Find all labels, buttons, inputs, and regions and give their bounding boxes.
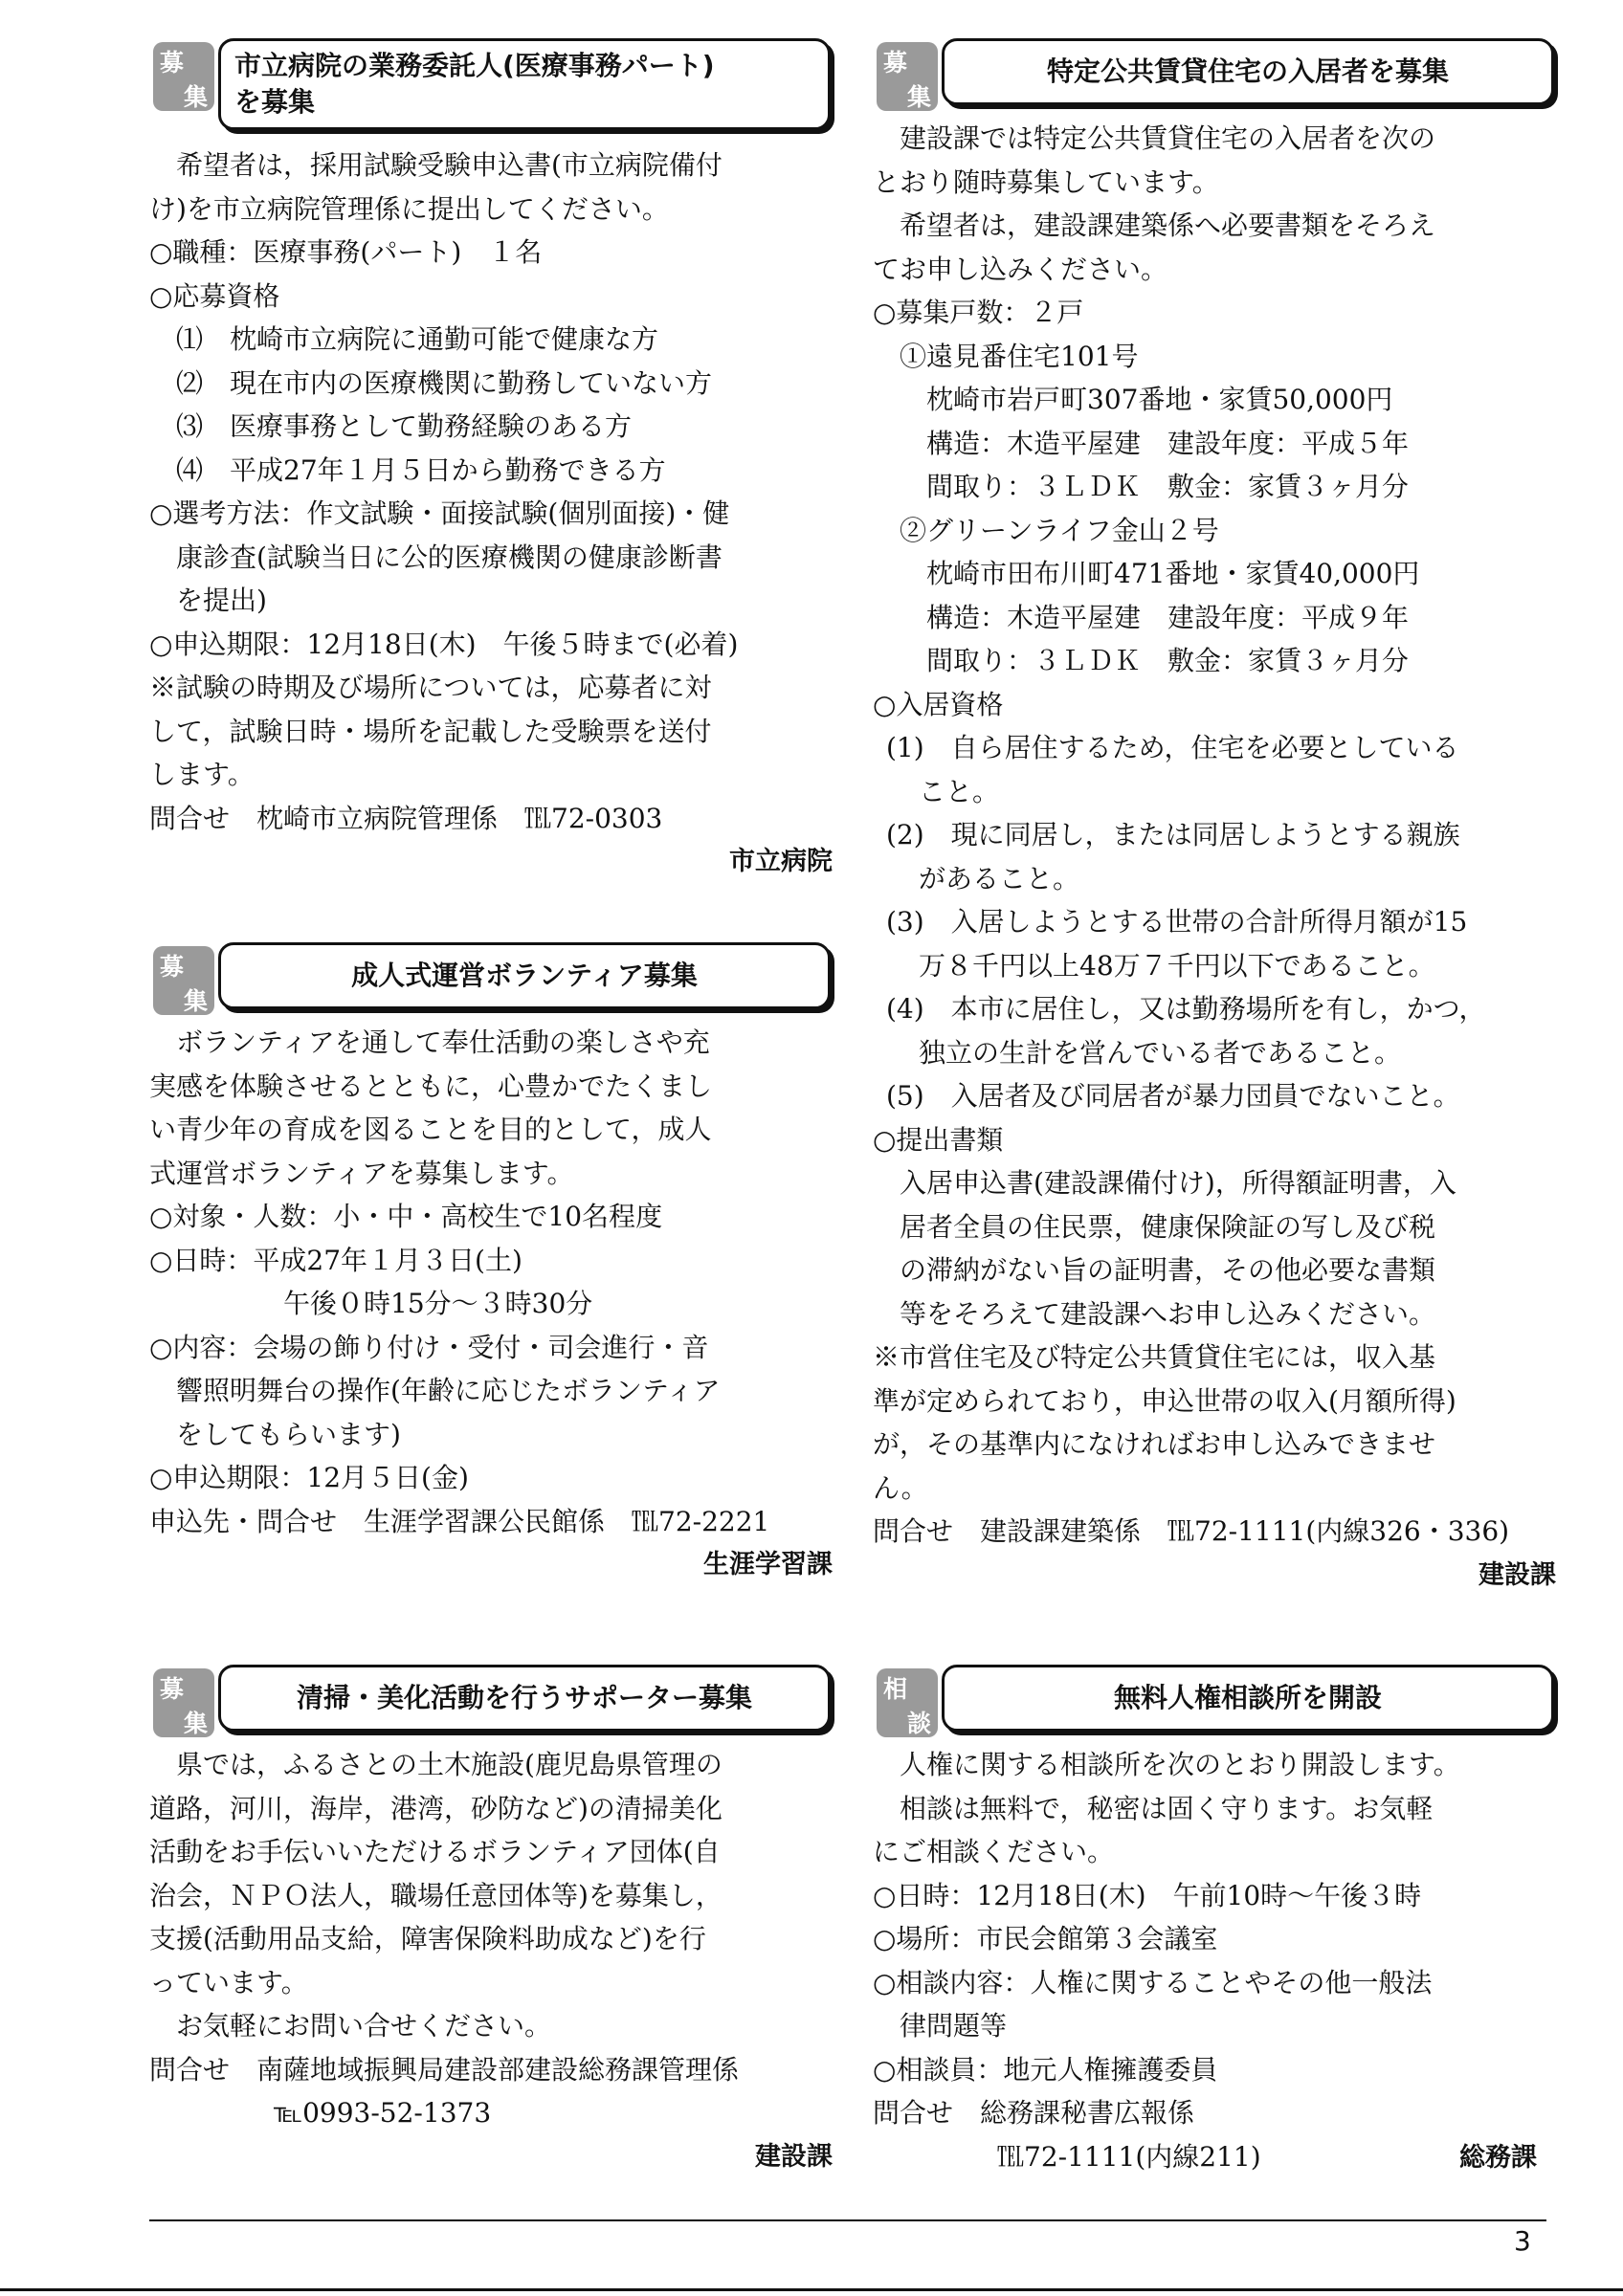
text-line: け)を市立病院管理係に提出してください。 [149,192,669,225]
text-line: 実感を体験させるとともに，心豊かでたくまし [149,1070,713,1102]
text-line: ○職種：医療事務(パート) １名 [149,236,543,268]
text-line: ○選考方法：作文試験・面接試験(個別面接)・健 [149,497,730,529]
section-title: 無料人権相談所を開設 [942,1665,1554,1732]
recruit-badge [153,946,214,1015]
text-line: ボランティアを通して奉仕活動の楽しさや充 [176,1027,710,1058]
text-line: にご相談ください。 [873,1836,1115,1867]
section-cleanup-supporter [149,1665,833,2179]
text-line: ○申込期限：12月18日(木) 午後５時まで(必着) [149,628,739,660]
text-line: 律問題等 [900,2010,1008,2042]
section-title [218,38,831,130]
text-line: 治会，ＮＰＯ法人，職場任意団体等)を募集し， [149,1879,723,1911]
department-label: 建設課 [755,2141,833,2172]
text-line: とおり随時募集しています。 [873,166,1219,198]
department-label: 総務課 [1459,2142,1537,2173]
contact-line: 申込先・問合せ 生涯学習課公民館係 ℡72-2221 [149,1505,770,1537]
text-line: 市立病院の業務委託人(医療事務パート) [234,50,715,82]
contact-line: 問合せ 南薩地域振興局建設部建設総務課管理係 [149,2053,740,2086]
text-line: 募 [883,49,908,77]
text-line: 入居申込書(建設課備付け)，所得額証明書，入 [900,1167,1456,1199]
section-header [149,942,833,1013]
text-line: ○内容：会場の飾り付け・受付・司会進行・音 [149,1331,709,1363]
text-line: てお申し込みください。 [873,253,1168,285]
text-line: こと。 [919,775,1000,807]
department-label: 市立病院 [729,847,833,876]
text-line: 集 [906,83,931,111]
text-line: 枕崎市田布川町471番地・家賃40,000円 [926,558,1420,589]
text-line: お気軽にお問い合せください。 [176,2010,552,2042]
text-line: 枕崎市岩戸町307番地・家賃50,000円 [926,384,1393,415]
footer-rule [149,2219,1546,2221]
text-line: 相談は無料で，秘密は固く守ります。お気軽 [900,1792,1434,1824]
text-line: 募 [160,1675,185,1703]
text-line: ○募集戸数：２戸 [873,297,1084,328]
text-line: ○応募資格 [149,279,280,312]
text-line: (4) 本市に居住し，又は勤務場所を有し，かつ， [886,993,1486,1025]
recruit-badge [153,42,214,111]
text-line: の滞納がない旨の証明書，その他必要な書類 [900,1254,1436,1286]
text-line: 響照明舞台の操作(年齢に応じたボランティア [176,1375,721,1406]
text-line: 式運営ボランティアを募集します。 [149,1157,574,1189]
text-line: 準が定められており，申込世帯の収入(月額所得) [873,1384,1456,1417]
text-line: ○相談員：地元人権擁護委員 [873,2053,1218,2086]
text-line: 募 [160,953,185,981]
section-volunteer-recruit [149,942,833,1587]
text-line: 集 [183,83,208,111]
text-line: します。 [149,759,255,790]
text-line: 相 [883,1675,908,1703]
text-line: ※市営住宅及び特定公共賃貸住宅には，収入基 [873,1341,1436,1373]
text-line: して，試験日時・場所を記載した受験票を送付 [149,715,712,747]
text-line: ○日時：12月18日(木) 午前10時～午後３時 [873,1879,1422,1911]
text-line: が，その基準内になければお申し込みできませ [873,1428,1436,1460]
text-line: 午後０時15分～３時30分 [283,1288,593,1319]
text-line: を募集 [234,86,316,118]
text-line: 構造：木造平屋建 建設年度：平成９年 [926,601,1410,633]
recruit-badge [153,1668,214,1737]
text-line: ※試験の時期及び場所については，応募者に対 [149,672,712,703]
text-line: 建設課では特定公共賃貸住宅の入居者を次の [900,122,1436,154]
page-number: 3 [1514,2225,1531,2257]
section-body [873,117,1556,1598]
text-line: っています。 [149,1966,308,1998]
text-line: 希望者は，建設課建築係へ必要書類をそろえ [900,210,1436,241]
section-title: 清掃・美化活動を行うサポーター募集 [218,1665,831,1732]
text-line: 万８千円以上48万７千円以下であること。 [919,949,1435,982]
department-label: 生涯学習課 [703,1550,833,1579]
section-body [149,1743,833,2179]
section-title: 特定公共賃貸住宅の入居者を募集 [942,38,1554,105]
consultation-badge [877,1668,938,1737]
text-line: ○日時：平成27年１月３日(土) [149,1244,522,1276]
text-line: 活動をお手伝いいただけるボランティア団体(自 [149,1836,721,1867]
phone-number: ℡0993-52-1373 [274,2097,492,2129]
text-line: を提出) [176,585,267,616]
department-label: 建設課 [1478,1559,1556,1590]
text-line: ○場所：市民会館第３会議室 [873,1923,1218,1954]
contact-line: 問合せ 建設課建築係 ℡72-1111(内線326・336) [873,1515,1510,1547]
section-hospital-recruit [149,38,833,884]
text-line: ○提出書類 [873,1123,1004,1156]
text-line: ○対象・人数：小・中・高校生で10名程度 [149,1201,663,1232]
section-header [149,1665,833,1735]
section-body [149,1021,833,1587]
recruit-badge [877,42,938,111]
section-body [873,1743,1556,2180]
text-line: (2) 現に同居し，または同居しようとする親族 [886,819,1460,850]
text-line: 募 [160,49,185,77]
text-line: (5) 入居者及び同居者が暴力団員でないこと。 [886,1080,1460,1112]
text-line: ん。 [873,1471,928,1504]
section-header [873,38,1556,109]
section-header [873,1665,1556,1735]
section-housing-recruit [873,38,1556,1598]
text-line: ⑷ 平成27年１月５日から勤務できる方 [176,453,666,486]
text-line: 希望者は，採用試験受験申込書(市立病院備付 [176,149,723,181]
text-line: 人権に関する相談所を次のとおり開設します。 [900,1749,1460,1780]
bottom-border [0,2288,1623,2291]
text-line: 等をそろえて建設課へお申し込みください。 [900,1297,1436,1330]
text-line: ②グリーンライフ金山２号 [900,514,1219,546]
text-line: ○入居資格 [873,688,1004,720]
text-line: 独立の生計を営んでいる者であること。 [919,1036,1402,1069]
text-line: 居者全員の住民票，健康保険証の写し及び税 [900,1210,1436,1243]
text-line: 集 [183,987,208,1015]
section-human-rights-consultation [873,1665,1556,2180]
text-line: い青少年の育成を図ることを目的として，成人 [149,1114,712,1145]
text-line: 談 [906,1710,931,1737]
text-line: ①遠見番住宅101号 [900,340,1139,372]
contact-line: 問合せ 総務課秘書広報係 [873,2097,1195,2129]
section-title: 成人式運営ボランティア募集 [218,942,831,1009]
text-line: があること。 [919,862,1080,894]
text-line: 道路，河川，海岸，港湾，砂防など)の清掃美化 [149,1792,723,1824]
section-body [149,144,833,884]
text-line: 間取り：３ＬＤＫ 敷金：家賃３ヶ月分 [926,471,1410,502]
text-line: ○相談内容：人権に関することやその他一般法 [873,1966,1433,1998]
text-line: 集 [183,1710,208,1737]
text-line: (1) 自ら居住するため，住宅を必要としている [886,732,1459,763]
text-line: 康診査(試験当日に公的医療機関の健康診断書 [176,541,723,573]
text-line: (3) 入居しようとする世帯の合計所得月額が15 [886,906,1468,938]
text-line: 間取り：３ＬＤＫ 敷金：家賃３ヶ月分 [926,645,1410,676]
text-line: 支援(活動用品支給，障害保険料助成など)を行 [149,1923,706,1954]
text-line: ○申込期限：12月５日(金) [149,1462,469,1493]
text-line: ⑶ 医療事務として勤務経験のある方 [176,410,633,442]
text-line: 構造：木造平屋建 建設年度：平成５年 [926,427,1410,459]
text-line: 県では，ふるさとの土木施設(鹿児島県管理の [176,1749,723,1780]
contact-line: 問合せ 枕崎市立病院管理係 ℡72-0303 [149,802,663,834]
text-line: ⑴ 枕崎市立病院に通勤可能で健康な方 [176,323,659,355]
section-header [149,38,833,134]
phone-number: ℡72-1111(内線211) [997,2140,1261,2173]
text-line: ⑵ 現在市内の医療機関に勤務していない方 [176,366,713,399]
text-line: をしてもらいます) [176,1418,401,1450]
